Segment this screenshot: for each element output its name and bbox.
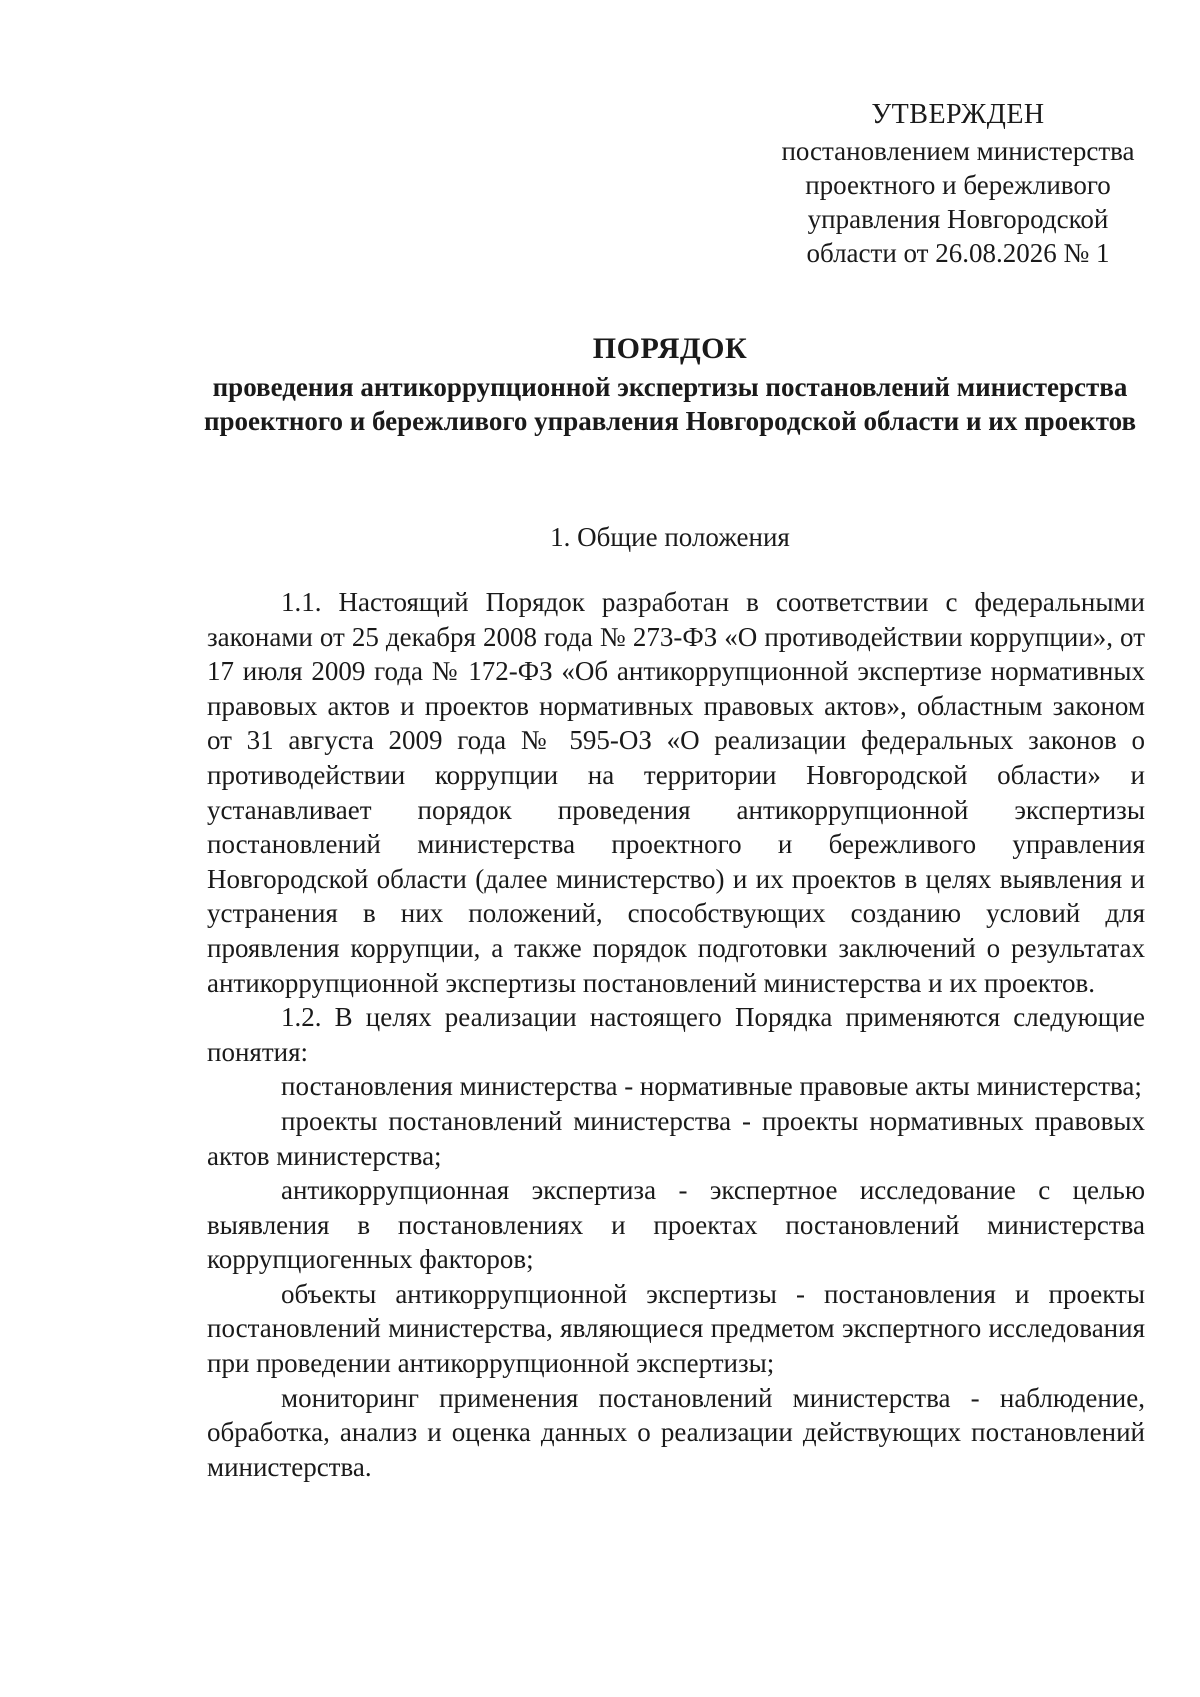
paragraph: 1.1. Настоящий Порядок разработан в соответствии с федеральными законами от 25 декабря 2008 года № 273-ФЗ «О противодействии коррупции», от 17 июля 2009 года № 172-ФЗ «Об антикоррупционной экспертизе нормативных правовых актов и проектов нормативных правовых актов», областным законом от 31 августа 2009 года № 595-ОЗ «О реализации федеральных законов о противодействии коррупции на территории Новгородской области» и устанавливает порядок проведения антикоррупционной экспертизы постановлений министерства проектного и бережливого управления Новгородской области (далее министерство) и их проектов в целях выявления и устранения в них положений, способствующих созданию условий для проявления коррупции, а также порядок подготовки заключений о результатах антикоррупционной экспертизы постановлений министерства и их проектов. bbox=[207, 587, 1145, 998]
approval-title: УТВЕРЖДЕН bbox=[871, 99, 1045, 130]
document-body bbox=[207, 585, 1145, 1484]
approval-line: области от 26.08.2026 № 1 bbox=[806, 238, 1110, 268]
approval-stamp bbox=[768, 98, 1148, 270]
paragraph: 1.2. В целях реализации настоящего Порядка применяются следующие понятия: bbox=[207, 1002, 1145, 1067]
document-subheading: проведения антикоррупционной экспертизы постановлений министерства проектного и бережливого управления Новгородской области и их проектов bbox=[203, 372, 1137, 436]
paragraph: проекты постановлений министерства - проекты нормативных правовых актов министерства; bbox=[207, 1105, 1145, 1171]
paragraph: постановления министерства - нормативные правовые акты министерства; bbox=[281, 1071, 1142, 1102]
paragraph: объекты антикоррупционной экспертизы - постановления и проекты постановлений министерства, являющиеся предметом экспертного исследования при проведении антикоррупционной экспертизы; bbox=[207, 1278, 1145, 1379]
approval-line: управления Новгородской bbox=[807, 204, 1109, 234]
approval-line: постановлением министерства bbox=[781, 136, 1135, 166]
section-heading: 1. Общие положения bbox=[550, 522, 790, 552]
paragraph: антикоррупционная экспертиза - экспертное исследование с целью выявления в постановлениях и проектах постановлений министерства коррупциогенных факторов; bbox=[207, 1175, 1145, 1275]
approval-line: проектного и бережливого bbox=[805, 170, 1111, 200]
paragraph: мониторинг применения постановлений министерства - наблюдение, обработка, анализ и оценка данных о реализации действующих постановлений министерства. bbox=[207, 1382, 1145, 1482]
document-heading: ПОРЯДОК bbox=[592, 332, 748, 365]
document-title bbox=[200, 330, 1140, 438]
